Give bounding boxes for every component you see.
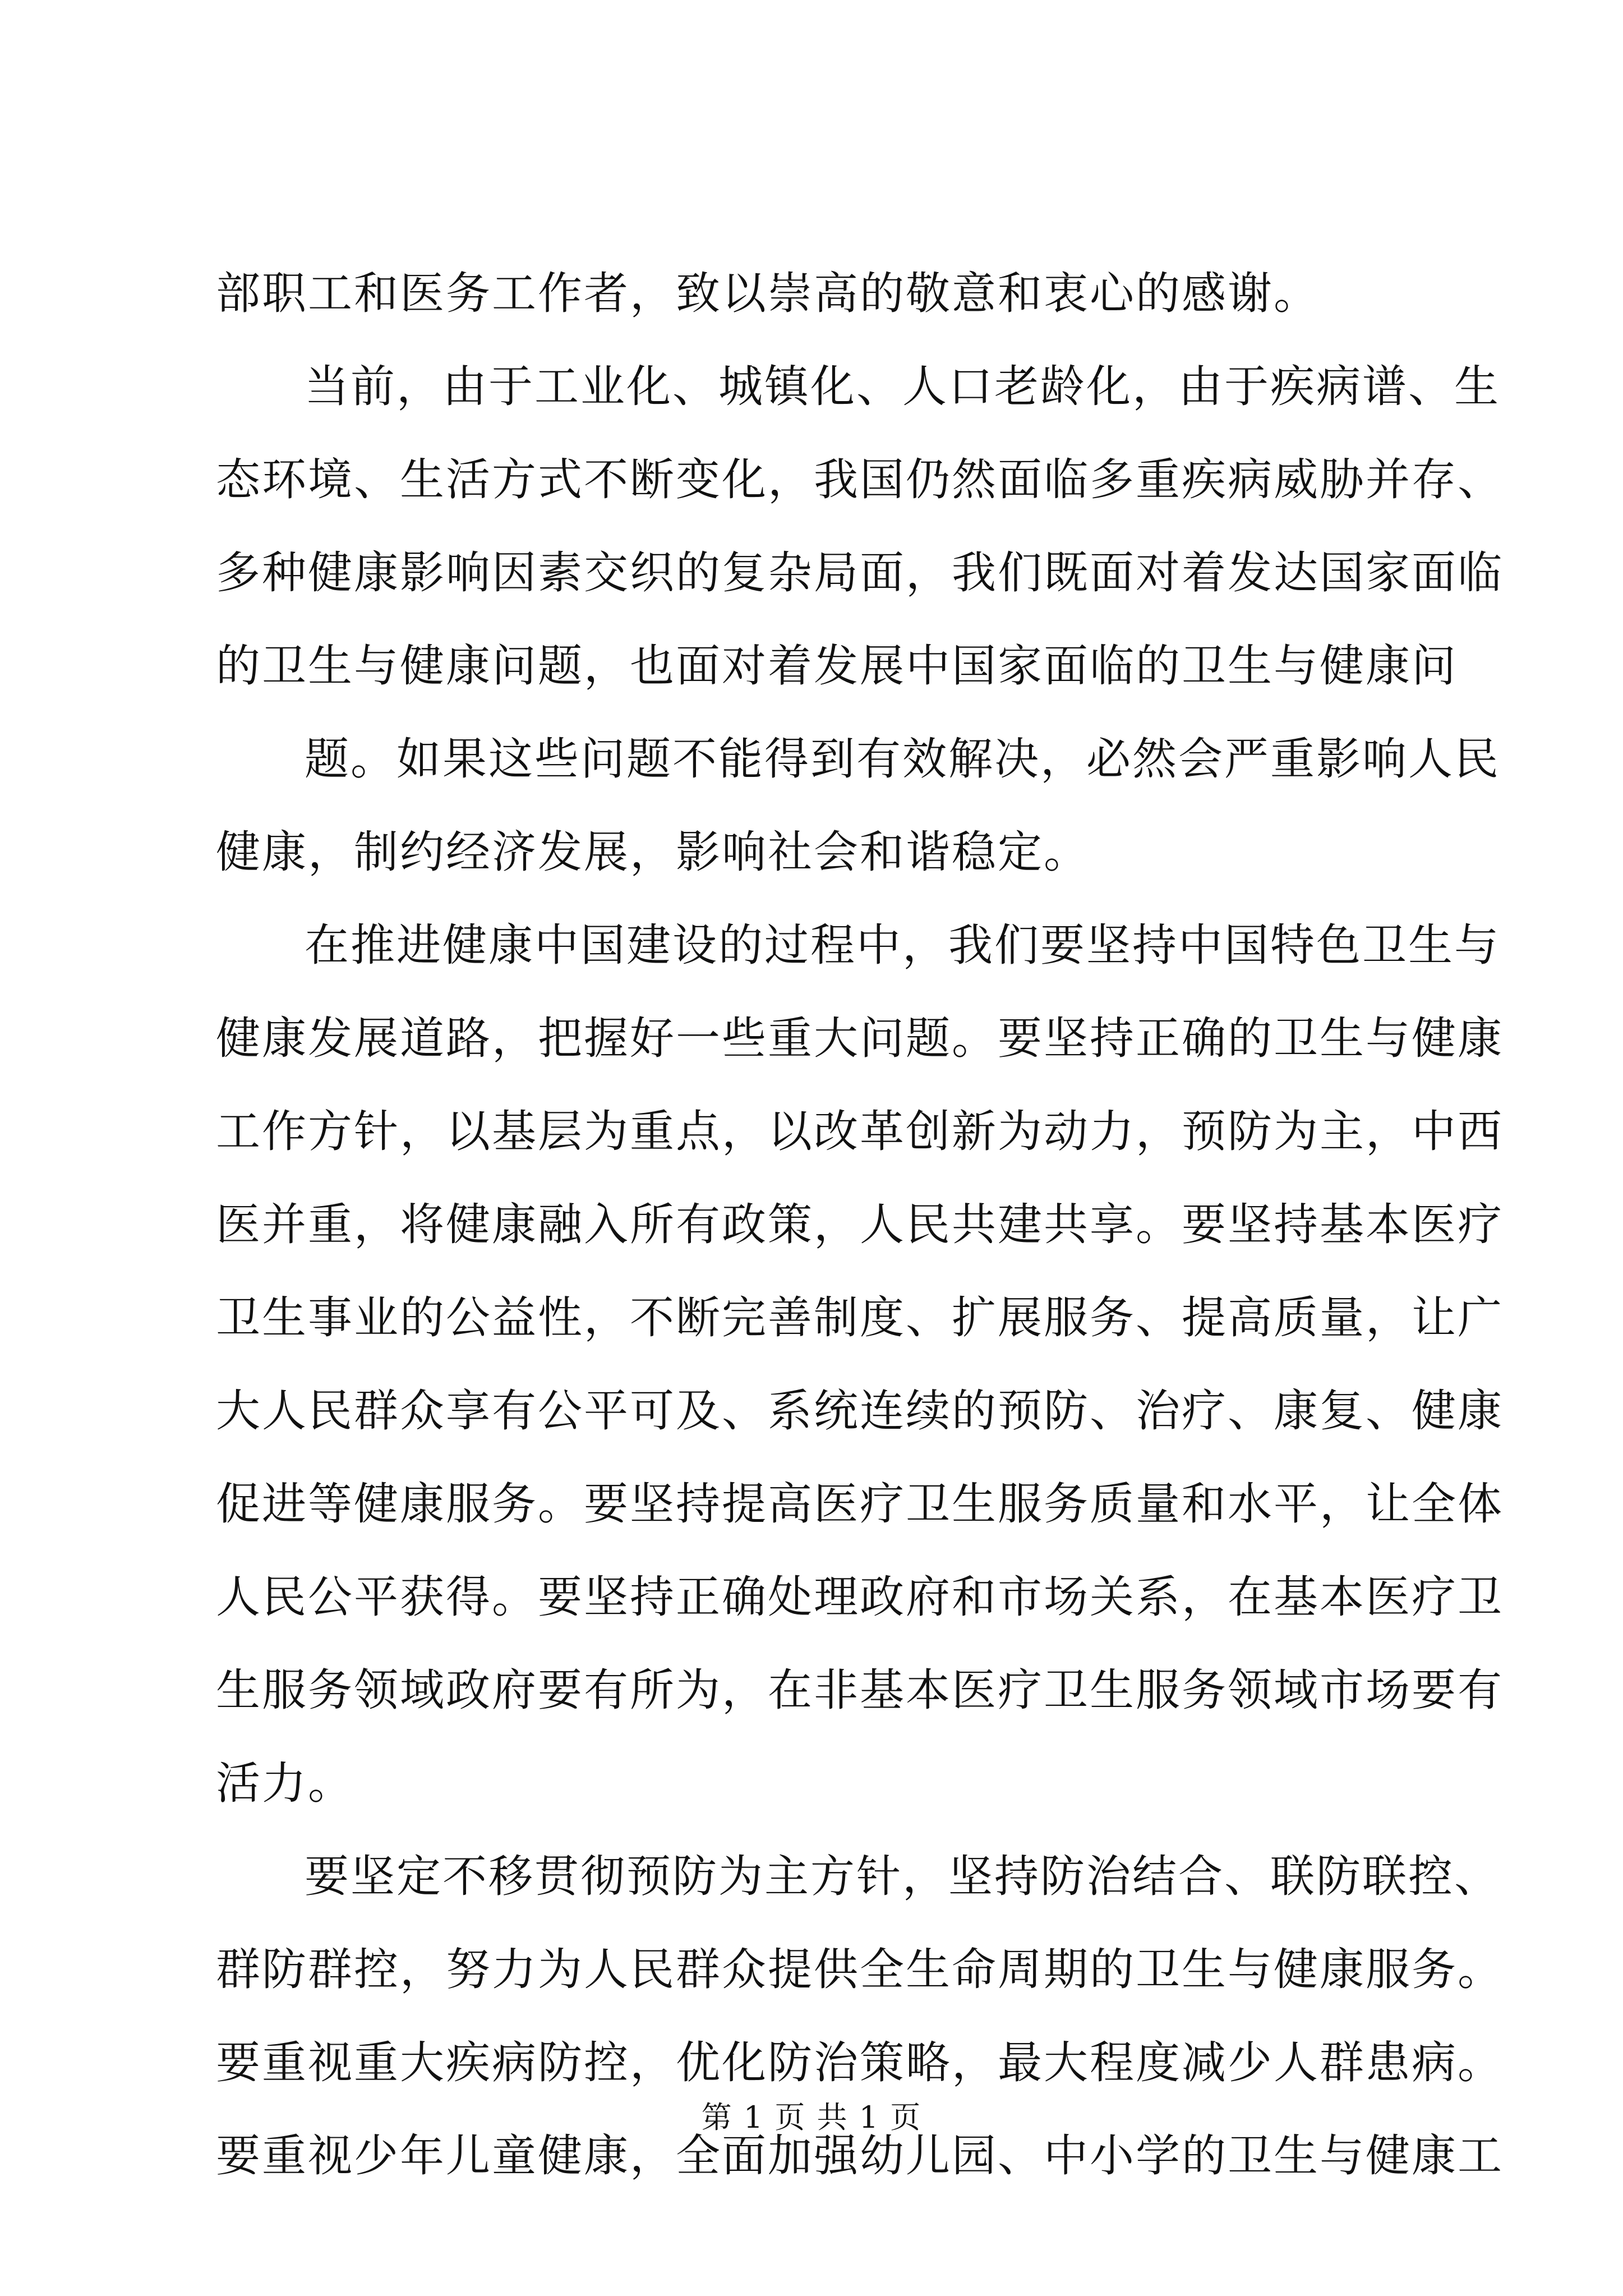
text-line: 生服务领域政府要有所为，在非基本医疗卫生服务领域市场要有 <box>216 1664 1504 1716</box>
text-line: 健康，制约经济发展，影响社会和谐稳定。 <box>216 826 1090 878</box>
text-line: 健康发展道路，把握好一些重大问题。要坚持正确的卫生与健康 <box>216 1013 1504 1064</box>
text-line: 大人民群众享有公平可及、系统连续的预防、治疗、康复、健康 <box>216 1385 1504 1437</box>
text-line: 在推进健康中国建设的过程中，我们要坚持中国特色卫生与 <box>305 919 1500 971</box>
text-line: 要重视少年儿童健康，全面加强幼儿园、中小学的卫生与健康工 <box>216 2130 1504 2182</box>
text-line: 的卫生与健康问题，也面对着发展中国家面临的卫生与健康问 <box>216 640 1458 692</box>
text-line: 当前，由于工业化、城镇化、人口老龄化，由于疾病谱、生 <box>305 361 1500 412</box>
text-line: 群防群控，努力为人民群众提供全生命周期的卫生与健康服务。 <box>216 1944 1504 1995</box>
text-line: 部职工和医务工作者，致以崇高的敬意和衷心的感谢。 <box>216 268 1320 319</box>
text-line: 题。如果这些问题不能得到有效解决，必然会严重影响人民 <box>305 733 1500 785</box>
text-line: 卫生事业的公益性，不断完善制度、扩展服务、提高质量，让广 <box>216 1292 1504 1343</box>
text-line: 工作方针，以基层为重点，以改革创新为动力，预防为主，中西 <box>216 1106 1504 1157</box>
text-line: 要重视重大疾病防控，优化防治策略，最大程度减少人群患病。 <box>216 2037 1504 2088</box>
text-line: 人民公平获得。要坚持正确处理政府和市场关系，在基本医疗卫 <box>216 1571 1504 1623</box>
text-line: 多种健康影响因素交织的复杂局面，我们既面对着发达国家面临 <box>216 547 1504 599</box>
text-line: 活力。 <box>216 1757 354 1809</box>
text-line: 医并重，将健康融入所有政策，人民共建共享。要坚持基本医疗 <box>216 1199 1504 1250</box>
text-line: 促进等健康服务。要坚持提高医疗卫生服务质量和水平，让全体 <box>216 1478 1504 1530</box>
text-line: 态环境、生活方式不断变化，我国仍然面临多重疾病威胁并存、 <box>216 454 1504 505</box>
text-line: 要坚定不移贯彻预防为主方针，坚持防治结合、联防联控、 <box>305 1851 1500 1902</box>
document-body <box>216 247 1504 2202</box>
page-footer: 第 1 页 共 1 页 <box>701 2100 922 2135</box>
